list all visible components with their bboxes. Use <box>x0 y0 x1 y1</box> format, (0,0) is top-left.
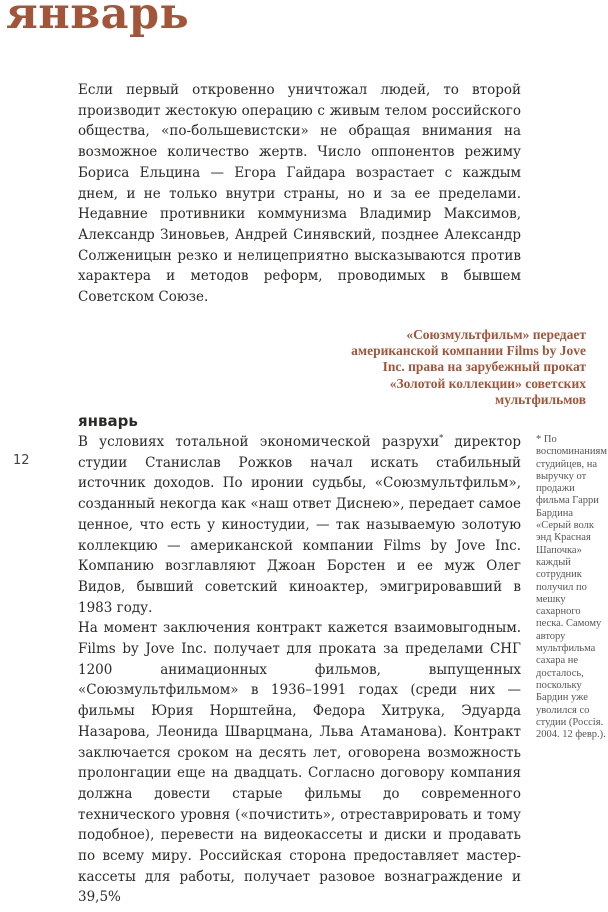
intro-paragraph: Если первый откровенно уничтожал людей, то второй производит жестокую операцию с живым телом российского общества, «по-большевистски» не обращая внимания на возможное количество жертв. Число оппонентов режиму Бориса Ельцина — Егора Гайдара возрастает с каждым днем, и не только внутри страны, но и за ее пределами. Недавние противники коммунизма Владимир Максимов, Александр Зиновьев, Андрей Синявский, позднее Александр Солженицын резко и нелицеприятно высказываются против характера и методов реформ, проводимых в бывшем Советском Союзе. <box>78 82 521 306</box>
footnote-sidenote: * По воспоминаниям студийцев, на выручку от продажи фильма Гарри Бардина «Серый волк энд Красная Шапочка» каждый сотрудник получил по мешку сахарного песка. Самому автору мультфильма сахара не досталось, поскольку Бардин уже уволился со студии (Россія. 2004. 12 февр.). <box>536 434 607 741</box>
footnote-mark: * <box>439 433 444 443</box>
body-text <box>78 432 521 908</box>
page-heading: январь <box>6 0 190 39</box>
body-paragraph-1 <box>78 432 521 618</box>
page-number: 12 <box>13 453 30 468</box>
section-title: январь <box>78 412 138 430</box>
pull-quote: «Союзмультфильм» передает американской компании Films by Jove Inc. права на зарубежный прокат «Золотой коллекции» советских мультфильмов <box>351 327 586 407</box>
body-paragraph-2: На момент заключения контракт кажется взаимовыгодным. Films by Jove Inc. получает для проката за пределами СНГ 1200 анимационных фильмов, выпущенных «Союзмультфильмом» в 1936–1991 годах (среди них — фильмы Юрия Норштейна, Федора Хитрука, Эдуарда Назарова, Леонида Шварцмана, Льва Атаманова). Контракт заключается сроком на десять лет, оговорена возможность пролонгации еще на двадцать. Согласно договору компания должна довести старые фильмы до современного технического уровня («почистить», отреставрировать и тому подобное), перевести на видеокассеты и диски и продавать по всему миру. Российская сторона предоставляет мастер-кассеты для работы, получает разовое вознаграждение и 39,5% <box>78 620 521 906</box>
body-paragraph-1-start: В условиях тотальной экономической разрухи <box>78 434 440 450</box>
body-paragraph-1-end: директор студии Станислав Рожков начал искать стабильный источник доходов. По иронии судьбы, «Союзмультфильм», созданный некогда как «наш ответ Диснею», передает самое ценное, что есть у киностудии, — так называемую золотую коллекцию — американской компании Films by Jove Inc. Компанию возглавляют Джоан Борстен и ее муж Олег Видов, бывший советский киноактер, эмигрировавший в 1983 году. <box>78 434 521 616</box>
